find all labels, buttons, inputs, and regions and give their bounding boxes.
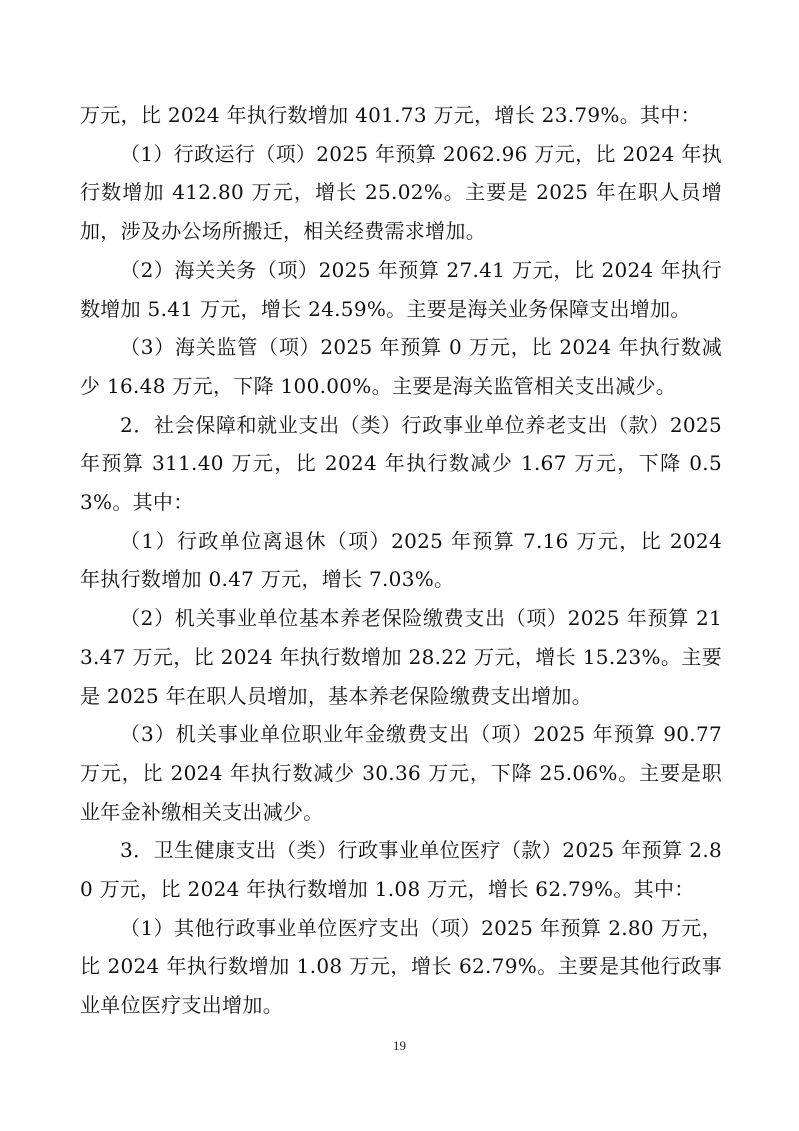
- paragraph-occupational-annuity: （3）机关事业单位职业年金缴费支出（项）2025 年预算 90.77 万元，比 2024 年执行数减少 30.36 万元，下降 25.06%。主要是职业年金补缴相关支出减少。: [80, 722, 722, 824]
- paragraph-social-security: 2．社会保障和就业支出（类）行政事业单位养老支出（款）2025 年预算 311.40 万元，比 2024 年执行数减少 1.67 万元，下降 0.53%。其中：: [80, 412, 722, 515]
- document-body: [80, 96, 722, 1025]
- paragraph-retirement: （1）行政单位离退休（项）2025 年预算 7.16 万元，比 2024 年执行数增加 0.47 万元，增长 7.03%。: [80, 528, 722, 592]
- paragraph-health-expenditure: 3．卫生健康支出（类）行政事业单位医疗（款）2025 年预算 2.80 万元，比 2024 年执行数增加 1.08 万元，增长 62.79%。其中：: [80, 838, 722, 902]
- page-number: 19: [393, 1038, 406, 1053]
- paragraph-administrative-operation: （1）行政运行（项）2025 年预算 2062.96 万元，比 2024 年执行数增加 412.80 万元，增长 25.02%。主要是 2025 年在职人员增加，涉及办公场所搬迁，相关经费需求增加。: [80, 141, 722, 244]
- paragraph-basic-pension: （2）机关事业单位基本养老保险缴费支出（项）2025 年预算 213.47 万元，比 2024 年执行数增加 28.22 万元，增长 15.23%。主要是 2025 年在职人员增加，基本养老保险缴费支出增加。: [80, 606, 722, 708]
- paragraph-customs-affairs: （2）海关关务（项）2025 年预算 27.41 万元，比 2024 年执行数增加 5.41 万元，增长 24.59%。主要是海关业务保障支出增加。: [80, 257, 722, 321]
- paragraph-customs-supervision: （3）海关监管（项）2025 年预算 0 万元，比 2024 年执行数减少 16.48 万元，下降 100.00%。主要是海关监管相关支出减少。: [80, 335, 722, 398]
- paragraph-continuation: 万元，比 2024 年执行数增加 401.73 万元，增长 23.79%。其中：: [80, 103, 701, 127]
- paragraph-other-medical: （1）其他行政事业单位医疗支出（项）2025 年预算 2.80 万元，比 2024 年执行数增加 1.08 万元，增长 62.79%。主要是其他行政事业单位医疗支出增加。: [80, 915, 722, 1018]
